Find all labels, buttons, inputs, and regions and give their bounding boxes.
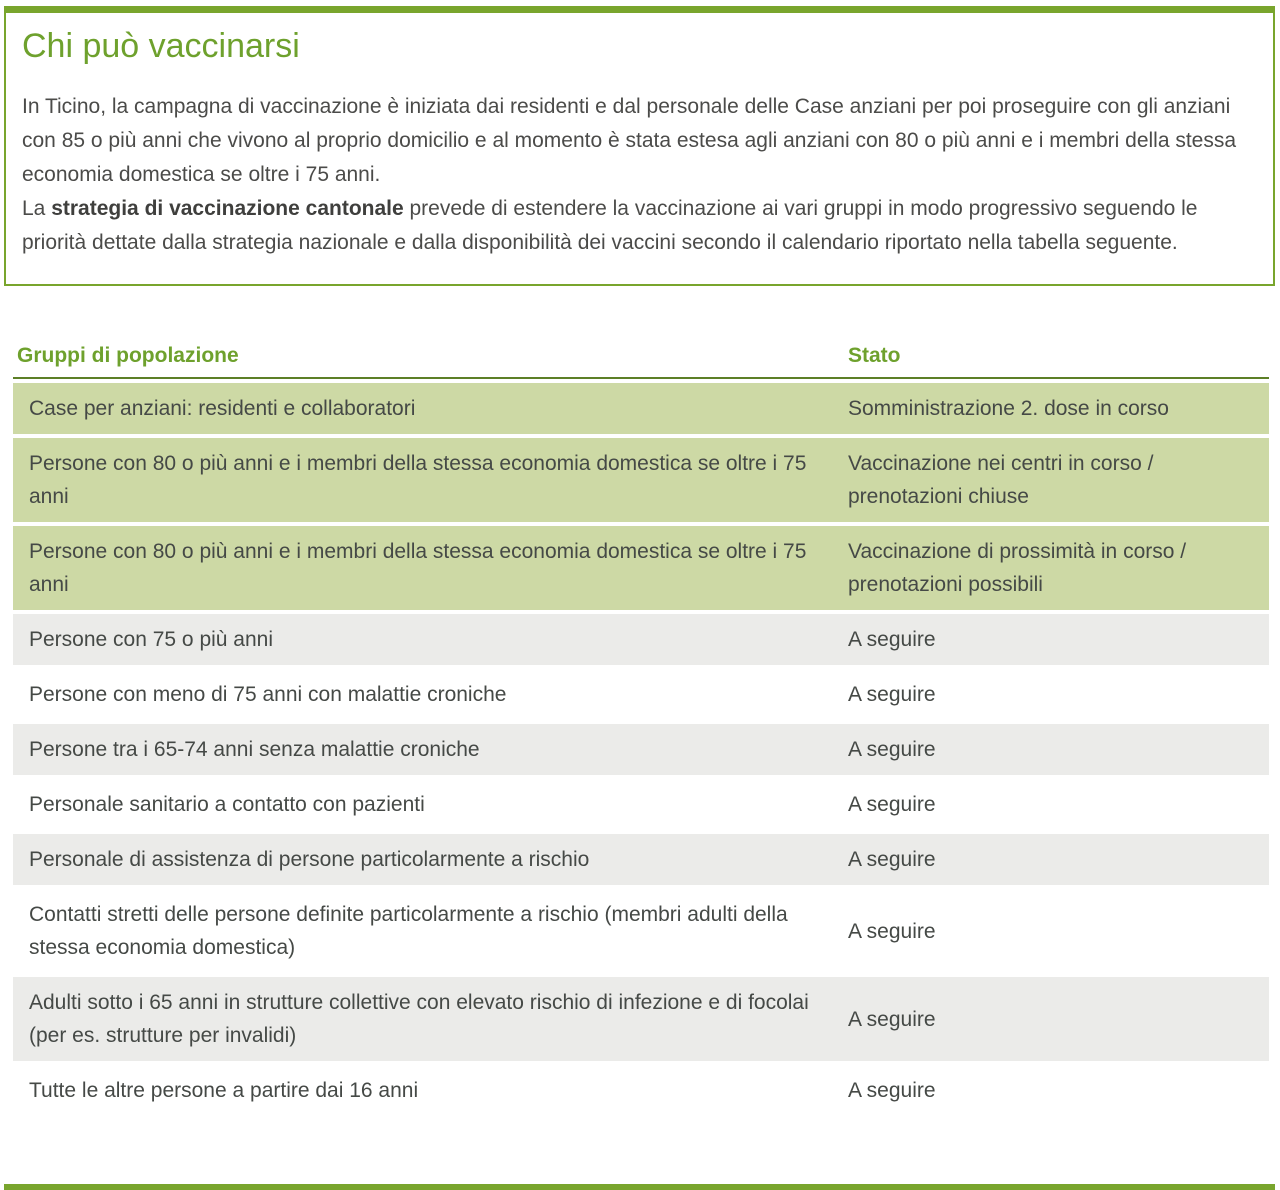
status-cell: Vaccinazione di prossimità in corso / prenotazioni possibili [848, 540, 1187, 596]
intro-paragraph-2 [22, 192, 1253, 260]
table-row [13, 438, 1269, 522]
population-group-cell: Personale di assistenza di persone particolarmente a rischio [29, 848, 590, 871]
table-row [13, 889, 1269, 973]
intro-paragraph-2-suffix: prevede di estendere la vaccinazione ai vari gruppi in modo progressivo seguendo le priorità dettate dalla strategia nazionale e dalla disponibilità dei vaccini secondo il calendario riportato nella tabella seguente. [22, 197, 1198, 254]
table-row [13, 724, 1269, 775]
table-body [13, 383, 1269, 1116]
population-group-cell: Case per anziani: residenti e collaboratori [29, 397, 416, 420]
status-cell: A seguire [848, 683, 936, 706]
table-row [13, 669, 1269, 720]
status-cell: Vaccinazione nei centri in corso / prenotazioni chiuse [848, 452, 1154, 508]
population-group-cell: Persone tra i 65-74 anni senza malattie croniche [29, 738, 480, 761]
population-group-cell: Tutte le altre persone a partire dai 16 anni [29, 1079, 419, 1102]
population-group-cell: Persone con meno di 75 anni con malattie croniche [29, 683, 507, 706]
table-row [13, 779, 1269, 830]
table-row [13, 977, 1269, 1061]
intro-paragraph-1: In Ticino, la campagna di vaccinazione è iniziata dai residenti e dal personale delle Case anziani per poi proseguire con gli anziani con 85 o più anni che vivono al proprio domicilio e al momento è stata estesa agli anziani con 80 o più anni e i membri della stessa economia domestica se oltre i 75 anni. [22, 95, 1237, 186]
status-cell: A seguire [848, 848, 936, 871]
status-cell: A seguire [848, 738, 936, 761]
population-group-cell: Contatti stretti delle persone definite particolarmente a rischio (membri adulti della stessa economia domestica) [29, 903, 788, 959]
next-section-top-border [4, 1184, 1275, 1190]
table-row [13, 834, 1269, 885]
population-group-cell: Persone con 80 o più anni e i membri della stessa economia domestica se oltre i 75 anni [29, 540, 807, 596]
population-group-cell: Adulti sotto i 65 anni in strutture collettive con elevato rischio di infezione e di focolai (per es. strutture per invalidi) [29, 991, 809, 1047]
column-header-population-groups: Gruppi di popolazione [17, 344, 239, 367]
population-group-cell: Personale sanitario a contatto con pazienti [29, 793, 425, 816]
status-cell: A seguire [848, 1079, 936, 1102]
table-row [13, 526, 1269, 610]
status-cell: A seguire [848, 793, 936, 816]
intro-paragraph-2-prefix: La [22, 197, 52, 220]
status-cell: A seguire [848, 1007, 936, 1031]
vaccination-groups-table [13, 344, 1269, 1116]
page-title: Chi può vaccinarsi [22, 27, 300, 65]
status-cell: A seguire [848, 628, 936, 651]
intro-box [4, 6, 1275, 286]
table-row [13, 383, 1269, 434]
population-group-cell: Persone con 75 o più anni [29, 628, 274, 651]
intro-paragraph-2-bold: strategia di vaccinazione cantonale [51, 197, 404, 220]
column-header-status: Stato [848, 344, 901, 367]
table-row [13, 1065, 1269, 1116]
population-group-cell: Persone con 80 o più anni e i membri della stessa economia domestica se oltre i 75 anni [29, 452, 807, 508]
status-cell: A seguire [848, 919, 936, 943]
status-cell: Somministrazione 2. dose in corso [848, 397, 1169, 420]
table-row [13, 614, 1269, 665]
table-header-row [13, 344, 1269, 379]
